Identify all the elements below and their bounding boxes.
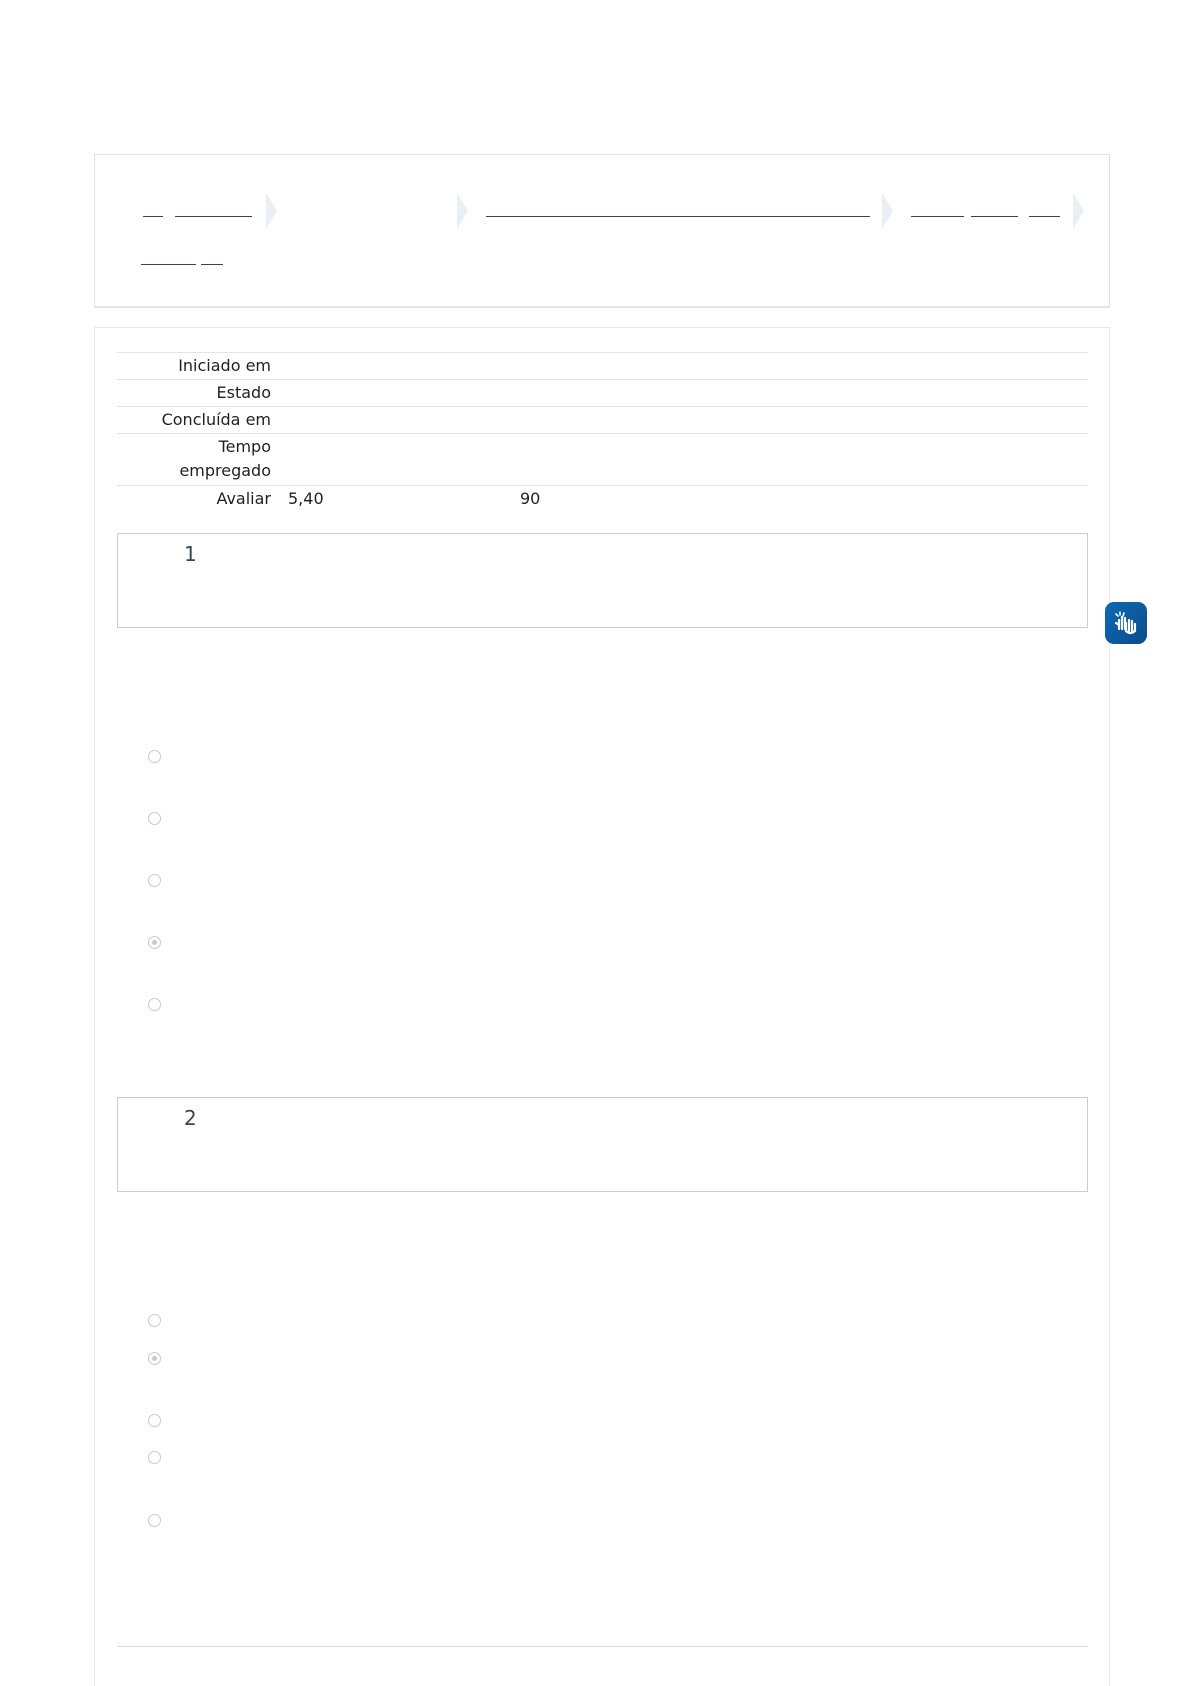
summary-row-started <box>117 352 1088 379</box>
breadcrumb-link-home[interactable] <box>143 216 163 217</box>
question-number: 1 <box>184 542 197 566</box>
sign-language-hands-icon <box>1112 609 1140 637</box>
summary-label: Avaliar <box>216 489 271 508</box>
breadcrumb-link-review[interactable] <box>141 264 196 265</box>
question-number: 2 <box>184 1106 197 1130</box>
summary-row-time-taken <box>117 433 1088 485</box>
summary-label: Concluída em <box>161 410 271 429</box>
question-info-box <box>117 533 1088 628</box>
answer-option-radio[interactable] <box>148 750 161 763</box>
answer-option-radio[interactable] <box>148 998 161 1011</box>
grade-percentage: 90 <box>520 489 541 508</box>
answer-option-radio[interactable] <box>148 812 161 825</box>
breadcrumb <box>94 154 1110 308</box>
grade-value: 5,40 <box>288 489 324 508</box>
breadcrumb-link-activity[interactable] <box>971 216 1018 217</box>
breadcrumb-separator-icon <box>882 193 893 229</box>
summary-row-state <box>117 379 1088 406</box>
breadcrumb-separator-icon <box>266 193 277 229</box>
summary-label: Estado <box>216 383 271 402</box>
answer-option-radio-selected[interactable] <box>148 1352 161 1365</box>
breadcrumb-link-attempt[interactable] <box>201 264 223 265</box>
answer-option-radio-selected[interactable] <box>148 936 161 949</box>
summary-label: Iniciado em <box>178 356 271 375</box>
breadcrumb-separator-icon <box>1073 193 1084 229</box>
answer-option-radio[interactable] <box>148 874 161 887</box>
accessibility-widget-button[interactable] <box>1105 602 1147 644</box>
summary-label-line1: Tempo <box>218 437 271 456</box>
breadcrumb-separator-icon <box>457 193 468 229</box>
answer-option-radio[interactable] <box>148 1514 161 1527</box>
attempt-summary-table <box>117 352 1088 512</box>
breadcrumb-link-section[interactable] <box>911 216 964 217</box>
section-divider <box>117 1646 1088 1647</box>
summary-row-grade <box>117 485 1088 512</box>
summary-row-completed <box>117 406 1088 433</box>
question-info-box <box>117 1097 1088 1192</box>
answer-option-radio[interactable] <box>148 1414 161 1427</box>
quiz-review-card <box>94 327 1110 1686</box>
breadcrumb-link-my-courses[interactable] <box>175 216 252 217</box>
breadcrumb-link-course[interactable] <box>486 216 870 217</box>
breadcrumb-link-quiz[interactable] <box>1029 216 1060 217</box>
answer-option-radio[interactable] <box>148 1451 161 1464</box>
summary-label-line2: empregado <box>179 461 271 480</box>
answer-option-radio[interactable] <box>148 1314 161 1327</box>
